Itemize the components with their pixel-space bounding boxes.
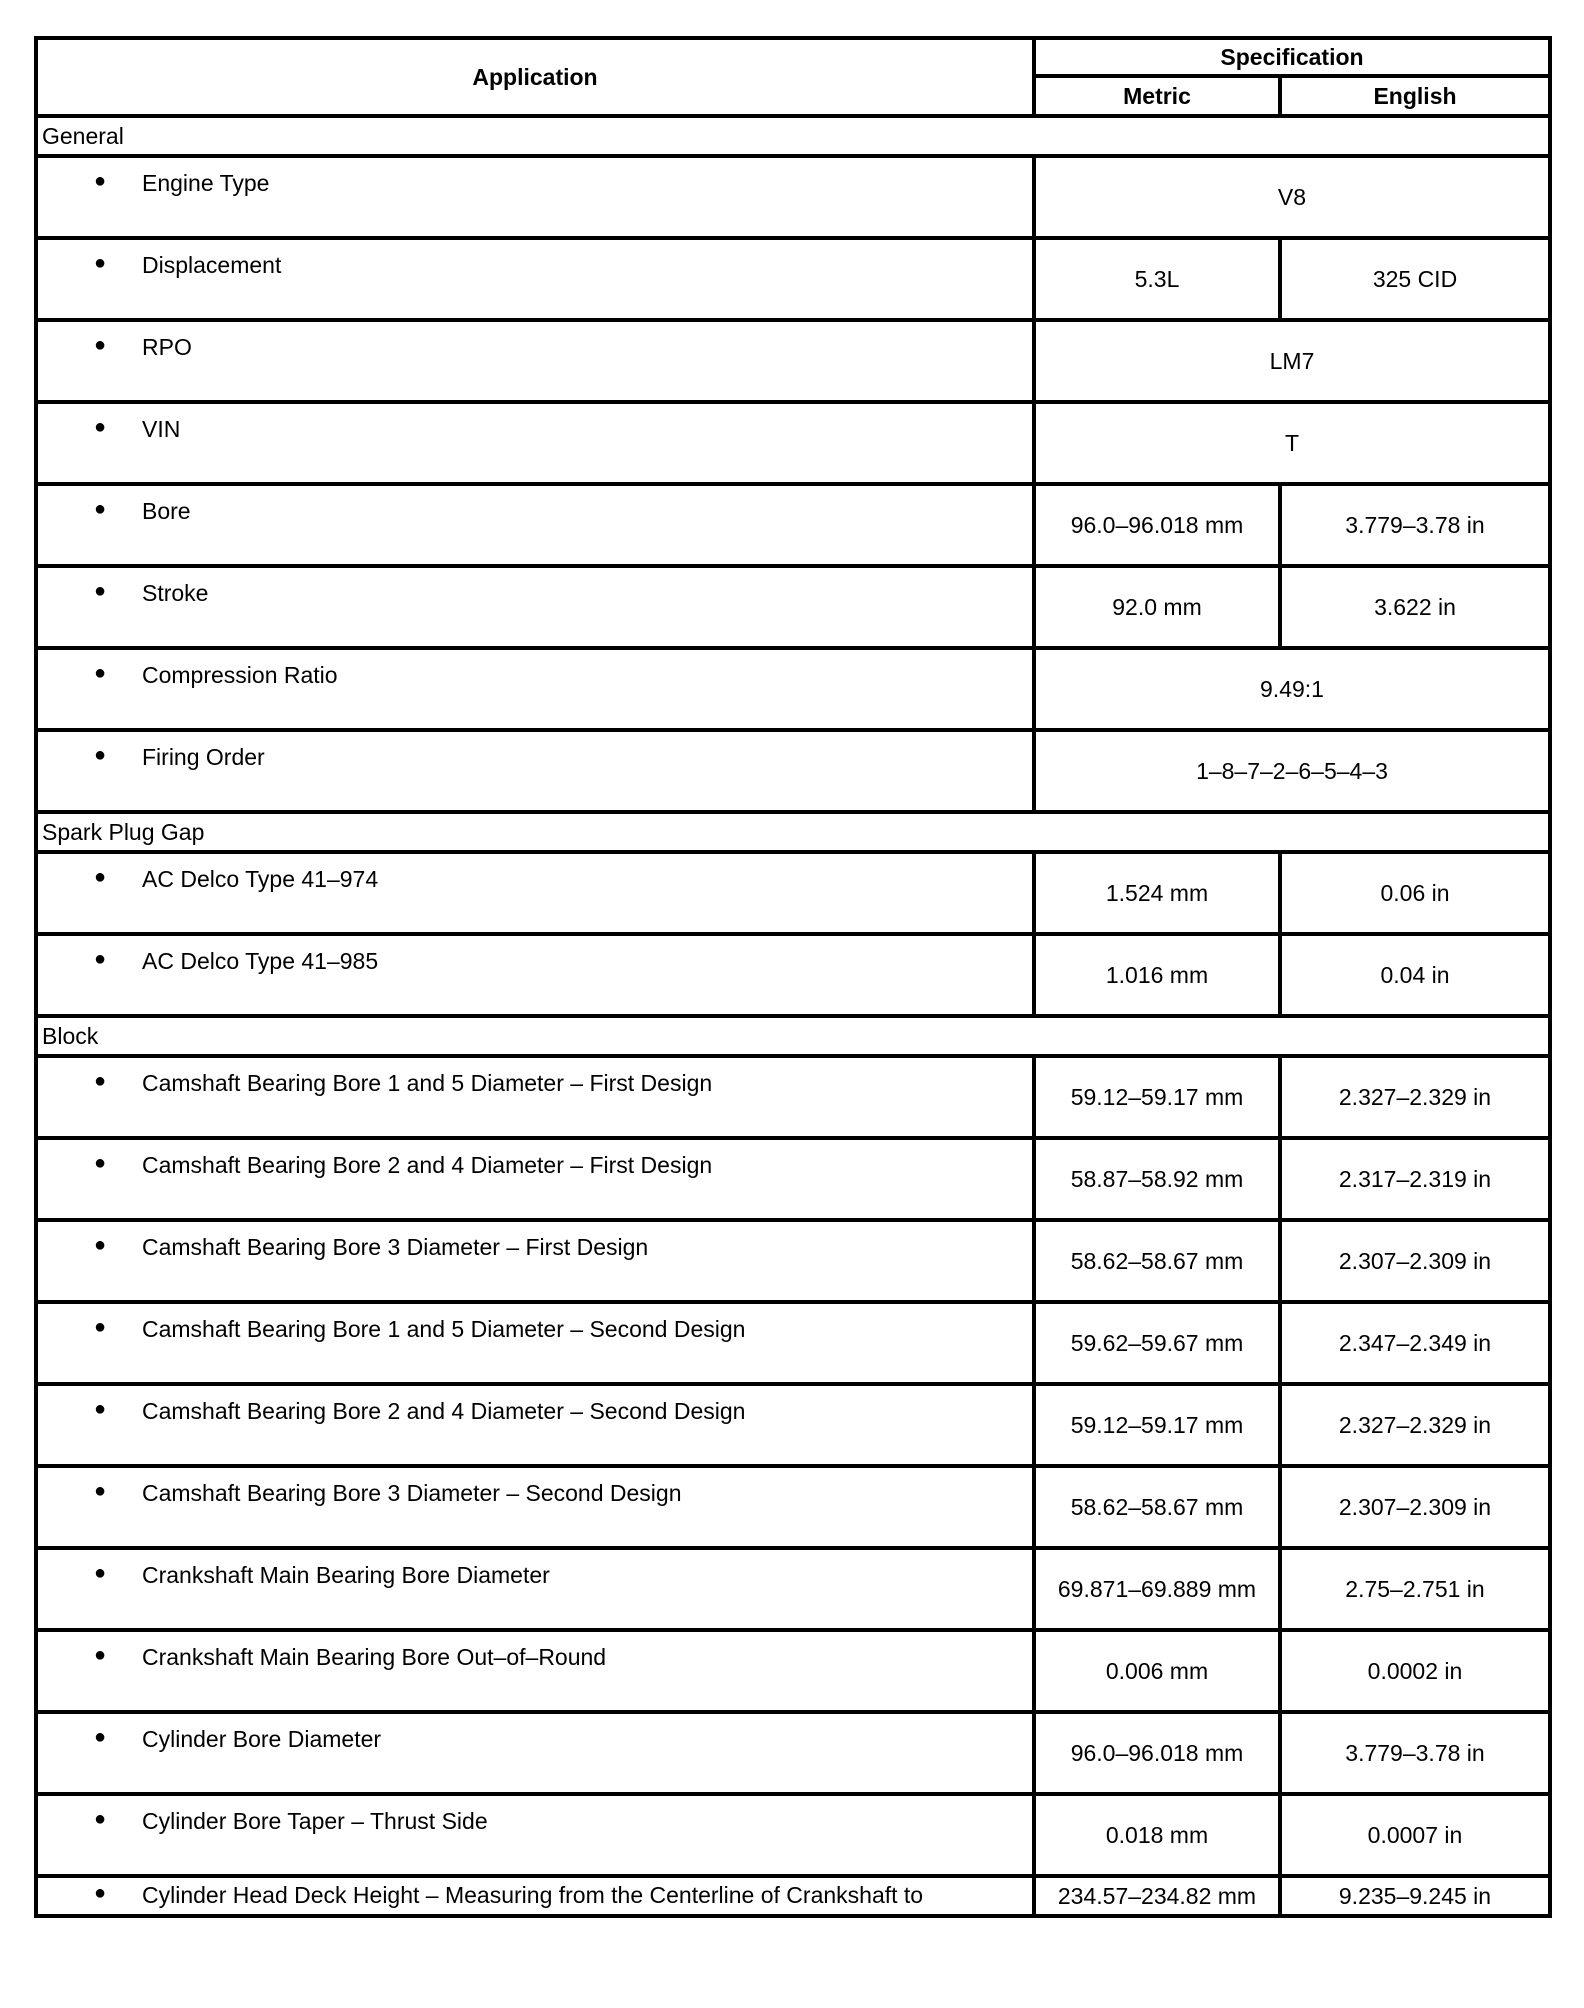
row-label: Compression Ratio [142,662,338,688]
table-row [36,852,1550,934]
english-value: 0.0002 in [1280,1630,1550,1712]
metric-header: Metric [1034,76,1280,116]
bullet-icon: ● [94,1398,107,1420]
table-row [36,238,1550,320]
row-label: Camshaft Bearing Bore 2 and 4 Diameter – First Design [142,1152,713,1178]
row-label: AC Delco Type 41–974 [142,866,379,892]
row-label: Firing Order [142,744,265,770]
bullet-icon: ● [94,948,107,970]
table-row [36,156,1550,238]
application-cell [36,1056,1034,1138]
metric-value: 59.62–59.67 mm [1034,1302,1280,1384]
application-cell [36,1302,1034,1384]
metric-value: 1.016 mm [1034,934,1280,1016]
section-title: General [36,116,1550,156]
application-cell [36,1138,1034,1220]
table-row [36,1876,1550,1916]
bullet-icon: ● [94,1808,107,1830]
spec-value: 1–8–7–2–6–5–4–3 [1034,730,1550,812]
spec-value: T [1034,402,1550,484]
row-label: Cylinder Bore Taper – Thrust Side [142,1808,488,1834]
english-header: English [1280,76,1550,116]
english-value: 2.347–2.349 in [1280,1302,1550,1384]
application-cell [36,1548,1034,1630]
metric-value: 58.62–58.67 mm [1034,1220,1280,1302]
bullet-icon: ● [94,744,107,766]
section-row [36,812,1550,852]
spec-value: LM7 [1034,320,1550,402]
bullet-icon: ● [94,416,107,438]
english-value: 2.317–2.319 in [1280,1138,1550,1220]
application-cell [36,1466,1034,1548]
metric-value: 0.006 mm [1034,1630,1280,1712]
application-cell [36,648,1034,730]
bullet-icon: ● [94,170,107,192]
application-cell [36,1384,1034,1466]
section-title: Block [36,1016,1550,1056]
bullet-icon: ● [94,1562,107,1584]
table-row [36,1220,1550,1302]
row-label: Crankshaft Main Bearing Bore Diameter [142,1562,550,1588]
table-row [36,1712,1550,1794]
metric-value: 92.0 mm [1034,566,1280,648]
application-cell [36,484,1034,566]
table-row [36,1056,1550,1138]
bullet-icon: ● [94,1644,107,1666]
english-value: 3.622 in [1280,566,1550,648]
application-cell [36,730,1034,812]
metric-value: 1.524 mm [1034,852,1280,934]
metric-value: 96.0–96.018 mm [1034,1712,1280,1794]
row-label: Cylinder Head Deck Height – Measuring from the Centerline of Crankshaft to [142,1882,924,1908]
table-row [36,934,1550,1016]
metric-value: 5.3L [1034,238,1280,320]
metric-value: 69.871–69.889 mm [1034,1548,1280,1630]
bullet-icon: ● [94,334,107,356]
metric-value: 58.62–58.67 mm [1034,1466,1280,1548]
bullet-icon: ● [94,1070,107,1092]
application-cell [36,934,1034,1016]
application-cell [36,402,1034,484]
english-value: 2.75–2.751 in [1280,1548,1550,1630]
table-row [36,1630,1550,1712]
metric-value: 58.87–58.92 mm [1034,1138,1280,1220]
metric-value: 96.0–96.018 mm [1034,484,1280,566]
metric-value: 0.018 mm [1034,1794,1280,1876]
table-row [36,730,1550,812]
application-cell [36,1876,1034,1916]
row-label: AC Delco Type 41–985 [142,948,379,974]
table-row [36,1466,1550,1548]
row-label: Camshaft Bearing Bore 1 and 5 Diameter – First Design [142,1070,713,1096]
bullet-icon: ● [94,662,107,684]
application-cell [36,320,1034,402]
english-value: 3.779–3.78 in [1280,484,1550,566]
table-row [36,1548,1550,1630]
bullet-icon: ● [94,580,107,602]
english-value: 9.235–9.245 in [1280,1876,1550,1916]
table-row [36,566,1550,648]
english-value: 2.307–2.309 in [1280,1220,1550,1302]
metric-value: 59.12–59.17 mm [1034,1384,1280,1466]
application-cell [36,1794,1034,1876]
section-row [36,1016,1550,1056]
english-value: 3.779–3.78 in [1280,1712,1550,1794]
row-label: Stroke [142,580,209,606]
application-cell [36,156,1034,238]
english-value: 0.0007 in [1280,1794,1550,1876]
row-label: Camshaft Bearing Bore 3 Diameter – Second Design [142,1480,682,1506]
table-row [36,1794,1550,1876]
metric-value: 234.57–234.82 mm [1034,1876,1280,1916]
row-label: Camshaft Bearing Bore 1 and 5 Diameter – Second Design [142,1316,746,1342]
bullet-icon: ● [94,1316,107,1338]
bullet-icon: ● [94,498,107,520]
table-row [36,1384,1550,1466]
application-cell [36,566,1034,648]
english-value: 325 CID [1280,238,1550,320]
bullet-icon: ● [94,1726,107,1748]
table-row [36,1138,1550,1220]
section-title: Spark Plug Gap [36,812,1550,852]
bullet-icon: ● [94,1882,107,1904]
table-row [36,484,1550,566]
application-cell [36,1630,1034,1712]
table-row [36,648,1550,730]
row-label: RPO [142,334,192,360]
table-row [36,1302,1550,1384]
bullet-icon: ● [94,866,107,888]
table-row [36,320,1550,402]
row-label: Engine Type [142,170,270,196]
spec-value: 9.49:1 [1034,648,1550,730]
application-cell [36,238,1034,320]
english-value: 2.327–2.329 in [1280,1056,1550,1138]
row-label: Displacement [142,252,282,278]
table-row [36,402,1550,484]
english-value: 2.327–2.329 in [1280,1384,1550,1466]
spec-table [34,36,1552,1918]
english-value: 2.307–2.309 in [1280,1466,1550,1548]
row-label: VIN [142,416,181,442]
section-row [36,116,1550,156]
specification-header: Specification [1034,38,1550,76]
english-value: 0.06 in [1280,852,1550,934]
english-value: 0.04 in [1280,934,1550,1016]
bullet-icon: ● [94,1152,107,1174]
bullet-icon: ● [94,1480,107,1502]
application-header: Application [36,38,1034,116]
row-label: Cylinder Bore Diameter [142,1726,382,1752]
row-label: Bore [142,498,191,524]
row-label: Camshaft Bearing Bore 2 and 4 Diameter – Second Design [142,1398,746,1424]
application-cell [36,1220,1034,1302]
metric-value: 59.12–59.17 mm [1034,1056,1280,1138]
spec-value: V8 [1034,156,1550,238]
row-label: Camshaft Bearing Bore 3 Diameter – First Design [142,1234,649,1260]
bullet-icon: ● [94,1234,107,1256]
bullet-icon: ● [94,252,107,274]
application-cell [36,852,1034,934]
application-cell [36,1712,1034,1794]
row-label: Crankshaft Main Bearing Bore Out–of–Round [142,1644,607,1670]
